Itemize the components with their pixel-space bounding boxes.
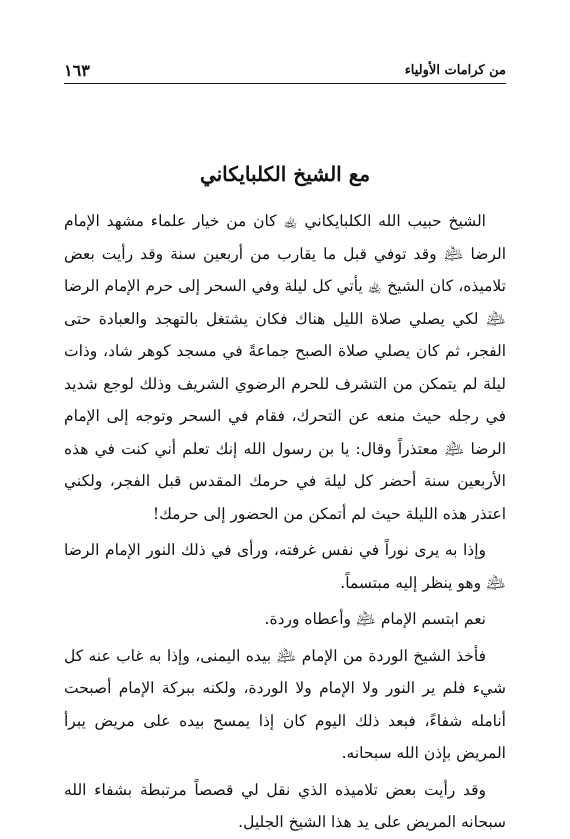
paragraph-1: الشيخ حبيب الله الكلبايكاني ﵀ كان من خيار علماء مشهد الإمام الرضا ﵇ وقد توفي قبل ما يقارب من أربعين سنة وقد رأيت بعض تلاميذه، كان الشيخ ﵀ يأتي كل ليلة وفي السحر إلى حرم الإمام الرضا ﵇ لكي يصلي صلاة الليل هناك فكان يشتغل بالتهجد والعبادة حتى الفجر، ثم كان يصلي صلاة الصبح جماعةً في مسجد كوهر شاد، وذات ليلة لم يتمكن من التشرف للحرم الرضوي الشريف وذلك لوجع شديد في رجله حيث منعه عن التحرك، فقام في السحر وتوجه إلى الإمام الرضا ﵇ معتذراً وقال: يا بن رسول الله إنك تعلم أني كنت في هذه الأربعين سنة أحضر كل ليلة في حرمك المقدس قبل الفجر، ولكني اعتذر هذه الليلة حيث لم أتمكن من الحضور إلى حرمك!: [64, 212, 506, 523]
running-header-title: من كرامات الأولياء: [404, 63, 506, 78]
header-rule: [64, 83, 506, 84]
body-text: [64, 205, 506, 839]
chapter-title: مع الشيخ الكلبايكاني: [199, 162, 371, 186]
paragraph-4: فأخذ الشيخ الوردة من الإمام ﵇ بيده اليمنى، وإذا به غاب عنه كل شيء فلم ير النور ولا الإمام ولا الوردة، ولكنه ببركة الإمام أصبحت أنامله شفاءً، فبعد ذلك اليوم كان إذا يمسح بيده على مريض يبرأ المريض بإذن الله سبحانه.: [64, 646, 506, 762]
paragraph-3: نعم ابتسم الإمام ﵇ وأعطاه وردة.: [264, 610, 486, 628]
paragraph-5: وقد رأيت بعض تلاميذه الذي نقل لي قصصاً مرتبطة بشفاء الله سبحانه المريض على يد هذا الشيخ الجليل.: [64, 780, 506, 831]
running-header: [64, 54, 506, 80]
page-number: ١٦٣: [64, 61, 90, 80]
paragraph-2: وإذا به يرى نوراً في نفس غرفته، ورأى في ذلك النور الإمام الرضا ﵇ وهو ينظر إليه مبتسماً.: [64, 541, 506, 592]
